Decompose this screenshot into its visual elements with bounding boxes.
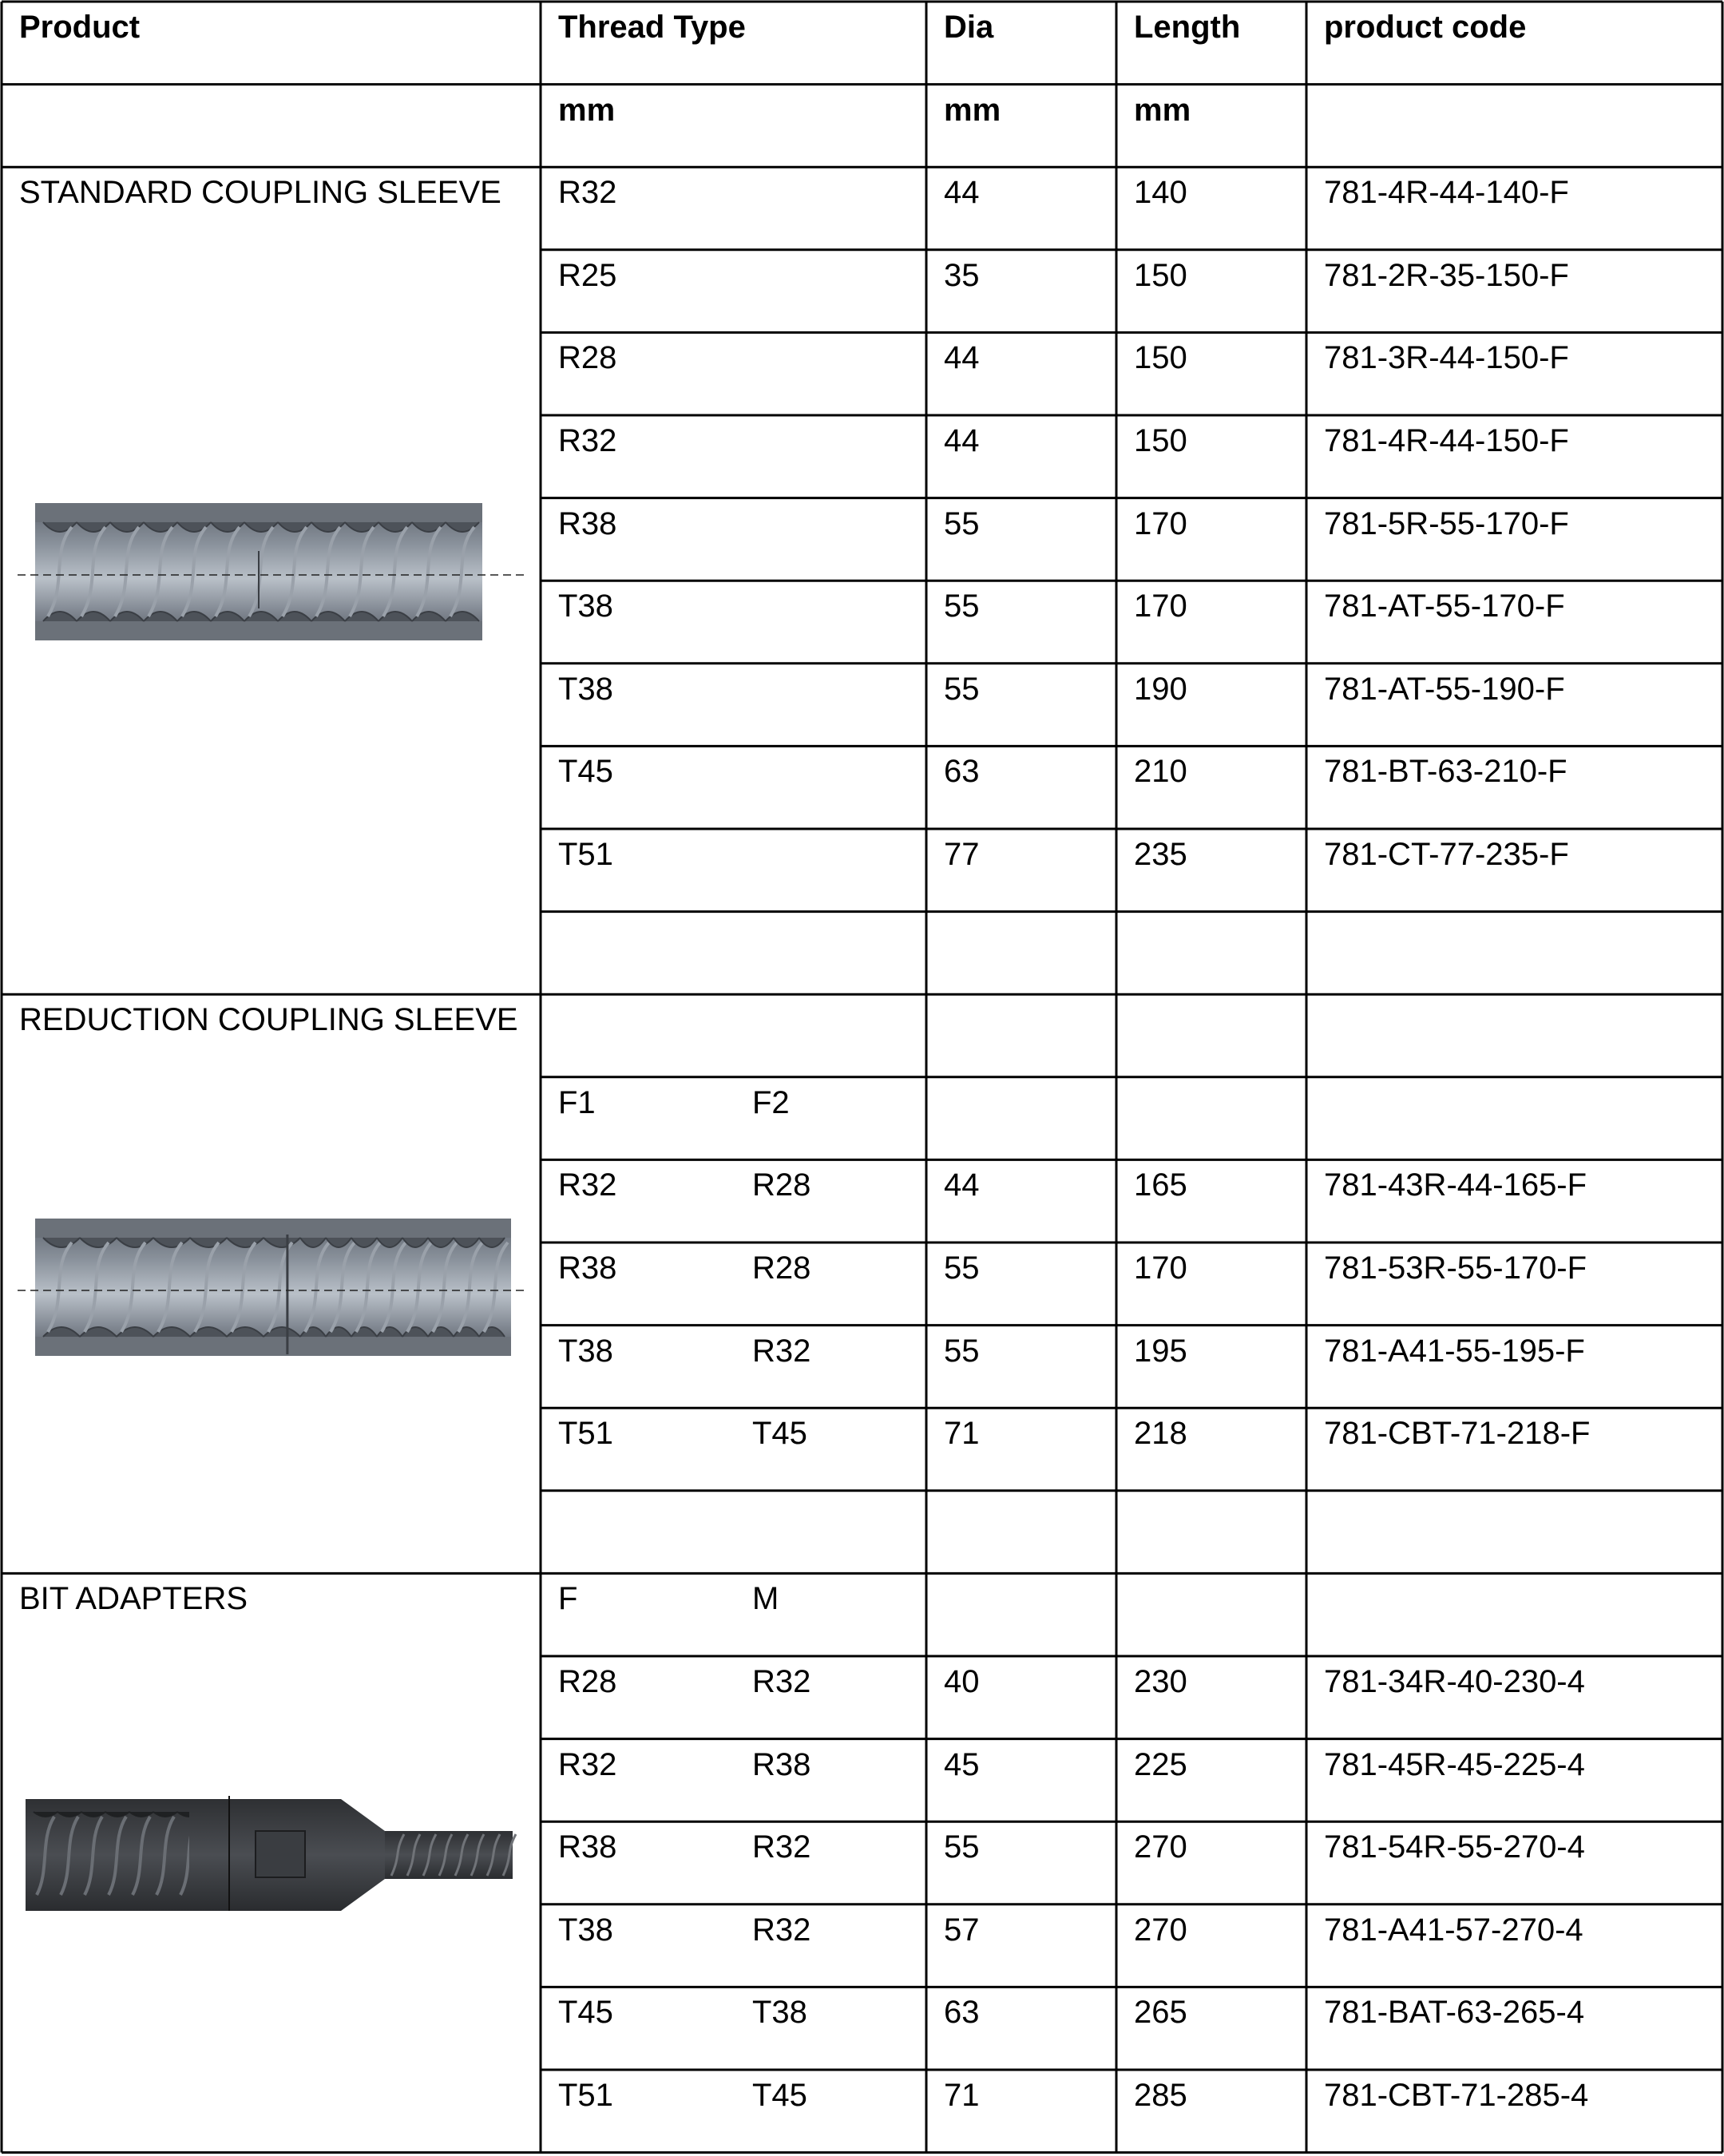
dia-cell: 71 [944, 2078, 980, 2113]
thread-type-primary: R28 [558, 340, 617, 376]
product-code-cell: 781-AT-55-170-F [1324, 589, 1565, 624]
product-code-cell: 781-2R-35-150-F [1324, 257, 1569, 293]
product-code-cell [1324, 1077, 1722, 1087]
dia-cell: 35 [944, 257, 980, 293]
dia-cell: 55 [944, 1333, 980, 1369]
thread-type-primary: T51 [558, 1416, 613, 1452]
length-cell: 170 [1134, 505, 1187, 541]
product-code-cell: 781-53R-55-170-F [1324, 1250, 1587, 1286]
thread-type-primary: R28 [558, 1664, 617, 1699]
thread-type-secondary: T45 [752, 2078, 807, 2113]
unit-cell: mm [944, 92, 1001, 128]
thread-type-secondary: R28 [752, 1250, 811, 1286]
dia-cell: 63 [944, 1995, 980, 2031]
section-title: BIT ADAPTERS [19, 1581, 248, 1617]
length-cell: 230 [1134, 1664, 1187, 1699]
thread-type-primary: R38 [558, 505, 617, 541]
dia-cell [944, 1573, 1116, 1583]
thread-type-secondary: F2 [752, 1084, 790, 1120]
length-cell [1134, 1077, 1306, 1087]
product-code-cell: 781-45R-45-225-4 [1324, 1746, 1585, 1782]
thread-type-primary [558, 912, 735, 921]
dia-cell: 40 [944, 1664, 980, 1699]
thread-type-primary: R32 [558, 1167, 617, 1203]
thread-type-primary: R32 [558, 1746, 617, 1782]
product-code-cell: 781-CT-77-235-F [1324, 837, 1569, 872]
unit-cell [1324, 85, 1722, 94]
dia-cell: 55 [944, 1829, 980, 1865]
product-code-cell: 781-54R-55-270-4 [1324, 1829, 1585, 1865]
dia-cell: 45 [944, 1746, 980, 1782]
dia-cell [944, 912, 1116, 921]
bit-adapter-illustration [18, 1775, 529, 1935]
header-cell: Thread Type [558, 10, 746, 45]
dia-cell [944, 1491, 1116, 1500]
thread-type-primary: R25 [558, 257, 617, 293]
header-cell: product code [1324, 10, 1527, 45]
dia-cell: 55 [944, 1250, 980, 1286]
section-title: REDUCTION COUPLING SLEEVE [19, 1002, 518, 1038]
length-cell: 170 [1134, 1250, 1187, 1286]
thread-type-primary: T38 [558, 589, 613, 624]
product-code-cell: 781-5R-55-170-F [1324, 505, 1569, 541]
thread-type-secondary: R38 [752, 1746, 811, 1782]
thread-type-secondary: T45 [752, 1416, 807, 1452]
length-cell: 165 [1134, 1167, 1187, 1203]
reduction-sleeve-illustration [18, 1204, 529, 1364]
length-cell: 150 [1134, 257, 1187, 293]
dia-cell: 55 [944, 589, 980, 624]
product-code-cell: 781-BT-63-210-F [1324, 754, 1567, 790]
unit-cell: mm [558, 92, 616, 128]
dia-cell: 63 [944, 754, 980, 790]
thread-type-secondary: R32 [752, 1664, 811, 1699]
length-cell: 140 [1134, 175, 1187, 211]
product-code-cell: 781-A41-57-270-4 [1324, 1912, 1583, 1948]
length-cell [1134, 994, 1306, 1004]
product-code-cell [1324, 1573, 1722, 1583]
thread-type-secondary: R32 [752, 1829, 811, 1865]
length-cell: 210 [1134, 754, 1187, 790]
length-cell: 235 [1134, 837, 1187, 872]
length-cell [1134, 1491, 1306, 1500]
thread-type-primary: R32 [558, 423, 617, 458]
standard-sleeve-illustration [18, 489, 529, 648]
thread-type-primary: T51 [558, 837, 613, 872]
product-code-cell: 781-CBT-71-285-4 [1324, 2078, 1589, 2113]
dia-cell: 44 [944, 175, 980, 211]
header-cell: Product [19, 10, 141, 45]
product-code-cell: 781-34R-40-230-4 [1324, 1664, 1585, 1699]
thread-type-primary [558, 994, 735, 1004]
dia-cell: 55 [944, 671, 980, 707]
dia-cell: 57 [944, 1912, 980, 1948]
thread-type-primary: R38 [558, 1829, 617, 1865]
thread-type-secondary: T38 [752, 1995, 807, 2031]
length-cell: 270 [1134, 1829, 1187, 1865]
thread-type-primary: T38 [558, 671, 613, 707]
product-code-cell: 781-BAT-63-265-4 [1324, 1995, 1585, 2031]
product-code-cell: 781-4R-44-150-F [1324, 423, 1569, 458]
dia-cell [944, 994, 1116, 1004]
dia-cell: 44 [944, 423, 980, 458]
thread-type-primary: F [558, 1581, 578, 1617]
length-cell: 225 [1134, 1746, 1187, 1782]
thread-type-primary: T45 [558, 1995, 613, 2031]
product-code-cell: 781-3R-44-150-F [1324, 340, 1569, 376]
thread-type-secondary: R32 [752, 1912, 811, 1948]
length-cell: 218 [1134, 1416, 1187, 1452]
header-cell: Dia [944, 10, 994, 45]
length-cell: 150 [1134, 423, 1187, 458]
product-code-cell [1324, 912, 1722, 921]
dia-cell: 55 [944, 505, 980, 541]
product-code-cell: 781-4R-44-140-F [1324, 175, 1569, 211]
thread-type-primary: F1 [558, 1084, 596, 1120]
product-code-cell [1324, 1491, 1722, 1500]
thread-type-secondary: M [752, 1581, 779, 1617]
product-code-cell: 781-A41-55-195-F [1324, 1333, 1585, 1369]
length-cell: 150 [1134, 340, 1187, 376]
dia-cell: 44 [944, 340, 980, 376]
thread-type-primary: R38 [558, 1250, 617, 1286]
length-cell: 195 [1134, 1333, 1187, 1369]
length-cell: 285 [1134, 2078, 1187, 2113]
header-cell: Length [1134, 10, 1241, 45]
thread-type-secondary: R28 [752, 1167, 811, 1203]
length-cell [1134, 912, 1306, 921]
thread-type-primary: R32 [558, 175, 617, 211]
length-cell: 190 [1134, 671, 1187, 707]
dia-cell: 77 [944, 837, 980, 872]
length-cell: 265 [1134, 1995, 1187, 2031]
thread-type-secondary: R32 [752, 1333, 811, 1369]
thread-type-primary: T45 [558, 754, 613, 790]
length-cell [1134, 1573, 1306, 1583]
product-code-cell [1324, 994, 1722, 1004]
section-title: STANDARD COUPLING SLEEVE [19, 175, 501, 211]
length-cell: 170 [1134, 589, 1187, 624]
thread-type-primary: T38 [558, 1333, 613, 1369]
thread-type-primary: T51 [558, 2078, 613, 2113]
length-cell: 270 [1134, 1912, 1187, 1948]
thread-type-primary: T38 [558, 1912, 613, 1948]
product-code-cell: 781-43R-44-165-F [1324, 1167, 1587, 1203]
product-code-cell: 781-CBT-71-218-F [1324, 1416, 1591, 1452]
unit-cell [19, 85, 541, 94]
dia-cell: 71 [944, 1416, 980, 1452]
product-code-cell: 781-AT-55-190-F [1324, 671, 1565, 707]
dia-cell [944, 1077, 1116, 1087]
dia-cell: 44 [944, 1167, 980, 1203]
unit-cell: mm [1134, 92, 1191, 128]
thread-type-primary [558, 1491, 735, 1500]
